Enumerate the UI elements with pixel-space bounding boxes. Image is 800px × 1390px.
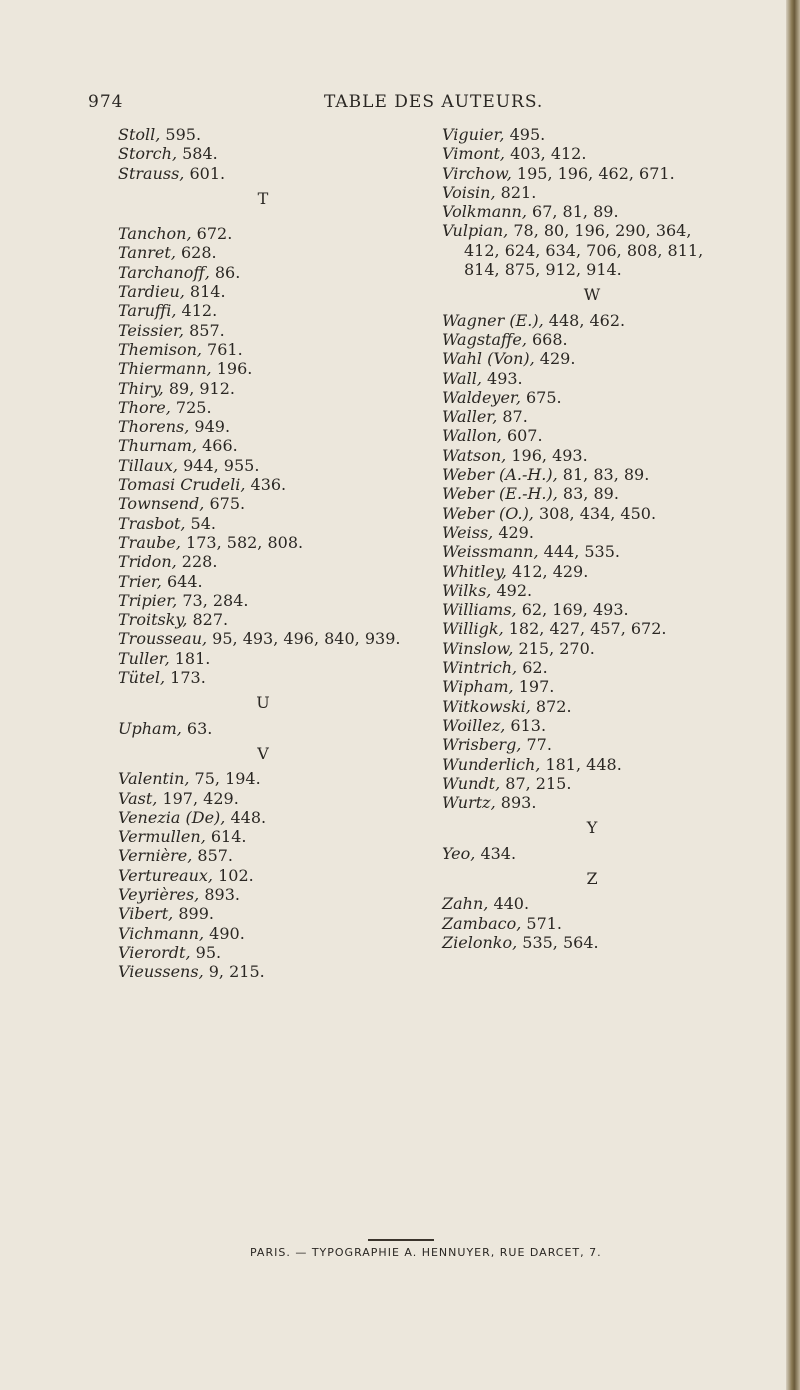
index-entry (442, 349, 782, 368)
author-name: Vernière, (118, 846, 193, 866)
author-name: Vichmann, (118, 923, 205, 943)
book-edge (786, 0, 800, 1390)
page-references: 492. (491, 580, 533, 600)
author-name: Townsend, (118, 494, 205, 514)
author-name: Zambaco, (442, 913, 522, 933)
page-references: 412, 429. (506, 561, 589, 581)
index-entry (118, 649, 408, 668)
author-name: Voisin, (442, 182, 496, 202)
index-entry (442, 914, 782, 933)
index-entry (442, 677, 782, 696)
author-name: Volkmann, (442, 202, 527, 222)
author-name: Vierordt, (118, 942, 191, 962)
author-name: Weber (O.), (442, 503, 534, 523)
author-name: Whitley, (442, 561, 507, 581)
page-references: 857. (184, 320, 225, 340)
page-references: 571. (521, 913, 563, 933)
page-references: 429. (493, 522, 534, 542)
section-letter: T (257, 188, 269, 208)
author-name: Upham, (118, 718, 182, 738)
page-references: 308, 434, 450. (533, 503, 657, 523)
index-entry (442, 600, 782, 619)
index-entry (442, 407, 782, 426)
page-references: 87, 215. (500, 773, 572, 793)
page-references: 95, 493, 496, 840, 939. (207, 629, 401, 649)
author-name: Strauss, (118, 163, 185, 183)
index-entry (442, 542, 782, 561)
page-references: 75, 194. (189, 769, 261, 789)
page-references: 899. (173, 904, 214, 924)
section-letter: Y (586, 818, 598, 838)
author-name: Vulpian, (442, 221, 509, 241)
index-entry (118, 533, 408, 552)
author-name: Weber (E.-H.), (442, 484, 558, 504)
index-entry (118, 494, 408, 513)
index-entry (442, 484, 782, 503)
author-name: Weissmann, (442, 542, 539, 562)
index-entry (442, 894, 782, 913)
page-references: 672. (191, 224, 233, 244)
index-entry (442, 844, 782, 863)
page-references: 595. (160, 125, 202, 144)
page-title: TABLE DES AUTEURS. (324, 92, 544, 112)
author-name: Waldeyer, (442, 387, 521, 407)
author-name: Weiss, (442, 522, 494, 542)
author-name: Wundt, (442, 773, 501, 793)
page-references: 668. (526, 329, 568, 349)
index-entry (118, 943, 408, 962)
author-name: Vieussens, (118, 962, 204, 982)
author-name: Willigk, (442, 619, 504, 639)
index-entry (118, 789, 408, 808)
page-references: 444, 535. (538, 542, 620, 562)
section-letter: V (257, 743, 269, 763)
index-entry (442, 523, 782, 542)
index-entry (118, 282, 408, 301)
page-references: 77. (521, 735, 552, 755)
page-references: 821. (495, 182, 537, 202)
author-name: Watson, (442, 445, 507, 465)
author-name: Vertureaux, (118, 865, 214, 885)
index-entry (118, 456, 408, 475)
index-entry (118, 904, 408, 923)
page-references: 440. (488, 894, 530, 914)
page-references: 429. (534, 349, 576, 369)
index-entry (118, 475, 408, 494)
page-references: 195, 196, 462, 671. (511, 163, 675, 183)
index-entry (118, 340, 408, 359)
page-references: 173. (165, 668, 206, 688)
author-name: Viguier, (442, 125, 505, 144)
author-name: Wagner (E.), (442, 310, 544, 330)
author-name: Troitsky, (118, 610, 188, 630)
page-references: 81, 83, 89. (557, 465, 650, 485)
author-name: Tardieu, (118, 282, 185, 302)
author-name: Wunderlich, (442, 754, 541, 774)
author-name: Zahn, (442, 894, 489, 914)
index-entry (442, 164, 782, 183)
author-name: Wahl (Von), (442, 349, 535, 369)
page-references: 949. (189, 417, 231, 437)
index-entry (118, 827, 408, 846)
index-entry (118, 379, 408, 398)
index-entry (442, 774, 782, 793)
index-entry (442, 716, 782, 735)
index-entry (442, 125, 782, 144)
author-name: Waller, (442, 407, 498, 427)
author-name: Thore, (118, 397, 171, 417)
index-entry (442, 735, 782, 754)
page-references: 403, 412. (505, 144, 587, 164)
author-name: Wrisberg, (442, 735, 522, 755)
author-name: Williams, (442, 600, 517, 620)
author-name: Thorens, (118, 417, 190, 437)
index-entry (118, 144, 408, 163)
page-references: 614. (205, 827, 247, 847)
author-name: Tomasi Crudeli, (118, 475, 246, 495)
page-references: 827. (187, 610, 229, 630)
index-entry (118, 846, 408, 865)
page-references: 466. (197, 436, 238, 456)
index-entry (442, 933, 782, 952)
page-references: 725. (170, 397, 212, 417)
index-entry (442, 697, 782, 716)
author-name: Vibert, (118, 904, 174, 924)
page-references: 181. (169, 648, 211, 668)
page-references: 181, 448. (540, 754, 622, 774)
page-number: 974 (88, 92, 124, 112)
index-entry (442, 465, 782, 484)
section-letter: U (256, 693, 270, 713)
spacer (118, 214, 408, 224)
index-entry (118, 769, 408, 788)
index-entry (118, 808, 408, 827)
page-references: 944, 955. (177, 455, 260, 475)
page-references: 173, 582, 808. (180, 532, 304, 552)
index-entry (118, 885, 408, 904)
page-references: 434. (475, 843, 517, 863)
page-references: 182, 427, 457, 672. (503, 619, 667, 639)
index-entry (442, 562, 782, 581)
page-references: 196. (211, 359, 253, 379)
index-entry (118, 164, 408, 183)
index-entry (118, 417, 408, 436)
index-entry (442, 388, 782, 407)
page-references: 197, 429. (157, 788, 239, 808)
index-entry (118, 719, 408, 738)
author-name: Tanret, (118, 243, 176, 263)
index-entry (118, 572, 408, 591)
author-name: Tanchon, (118, 224, 192, 244)
author-name: Yeo, (442, 843, 476, 863)
author-name: Storch, (118, 144, 178, 164)
index-entry (442, 221, 782, 240)
index-entry (442, 446, 782, 465)
page-references: 490. (204, 923, 245, 943)
author-name: Wall, (442, 368, 482, 388)
index-entry (442, 426, 782, 445)
index-entry (442, 658, 782, 677)
author-name: Tridon, (118, 552, 177, 572)
page-references: 436. (245, 475, 287, 495)
index-entry (118, 224, 408, 243)
page-references: 893. (199, 884, 240, 904)
page-references: 872. (530, 696, 572, 716)
index-entry (118, 610, 408, 629)
index-entry (118, 866, 408, 885)
page-references: 675. (204, 494, 246, 514)
author-name: Themison, (118, 339, 202, 359)
index-entry (442, 183, 782, 202)
printer-imprint: PARIS. — TYPOGRAPHIE A. HENNUYER, RUE DARCET, 7. (250, 1246, 602, 1259)
author-name: Vimont, (442, 144, 506, 164)
page-references: 628. (175, 243, 217, 263)
page-references: 86. (209, 262, 241, 282)
author-name: Tuller, (118, 648, 170, 668)
page-references: 613. (505, 715, 547, 735)
page-references: 102. (213, 865, 254, 885)
page-references: 197. (513, 677, 555, 697)
right-column (442, 125, 782, 952)
author-name: Wipham, (442, 677, 514, 697)
index-entry (118, 629, 408, 648)
page-references: 607. (501, 426, 543, 446)
author-name: Valentin, (118, 769, 190, 789)
index-entry (118, 668, 408, 687)
index-entry (118, 591, 408, 610)
page-references: 87. (497, 407, 528, 427)
author-name: Tarchanoff, (118, 262, 210, 282)
index-entry (118, 552, 408, 571)
page-references: 67, 81, 89. (526, 202, 619, 222)
author-name: Traube, (118, 532, 181, 552)
author-name: Vast, (118, 788, 158, 808)
index-entry (118, 436, 408, 455)
index-entry (442, 311, 782, 330)
author-name: Woillez, (442, 715, 506, 735)
index-entry (442, 202, 782, 221)
index-entry (442, 793, 782, 812)
author-name: Witkowski, (442, 696, 531, 716)
page-references: 601. (184, 163, 226, 183)
index-entry (118, 301, 408, 320)
page-references: 78, 80, 196, 290, 364, (508, 221, 692, 241)
page-references: 893. (495, 793, 537, 813)
author-name: Thurnam, (118, 436, 198, 456)
index-entry (442, 581, 782, 600)
author-name: Veyrières, (118, 884, 200, 904)
index-entry (442, 330, 782, 349)
page-references: 584. (177, 144, 218, 164)
page-references: 228. (176, 552, 218, 572)
index-entry (118, 398, 408, 417)
index-entry (442, 639, 782, 658)
index-entry (442, 144, 782, 163)
section-letter: W (583, 285, 601, 305)
index-entry (442, 755, 782, 774)
page-references: 495. (504, 125, 546, 144)
author-name: Trousseau, (118, 629, 208, 649)
page-references: 412. (176, 301, 218, 321)
author-name: Thiermann, (118, 359, 212, 379)
author-name: Wilks, (442, 580, 492, 600)
author-name: Weber (A.-H.), (442, 465, 558, 485)
page-references: 215, 270. (513, 638, 595, 658)
author-name: Zielonko, (442, 932, 518, 952)
page-references: 83, 89. (557, 484, 619, 504)
page-references: 63. (181, 718, 213, 738)
page-references: 675. (520, 387, 562, 407)
index-entry (118, 514, 408, 533)
author-name: Taruffi, (118, 301, 177, 321)
page-references: 9, 215. (203, 962, 265, 982)
author-name: Trasbot, (118, 513, 186, 533)
author-name: Wagstaffe, (442, 329, 527, 349)
entry-continuation: 412, 624, 634, 706, 808, 811, (464, 240, 704, 260)
author-name: Tütel, (118, 668, 166, 688)
page-references: 448, 462. (543, 310, 626, 330)
index-entry (118, 125, 408, 144)
author-name: Tripier, (118, 590, 178, 610)
author-name: Venezia (De), (118, 807, 226, 827)
page-references: 761. (201, 339, 243, 359)
page-header (88, 92, 688, 116)
author-name: Wallon, (442, 426, 502, 446)
page-references: 535, 564. (517, 932, 599, 952)
page-references: 73, 284. (177, 590, 249, 610)
author-name: Stoll, (118, 125, 161, 144)
author-name: Wintrich, (442, 658, 518, 678)
index-entry (118, 359, 408, 378)
entry-continuation: 814, 875, 912, 914. (464, 260, 622, 280)
author-name: Thiry, (118, 378, 164, 398)
page-references: 89, 912. (163, 378, 235, 398)
page-references: 448. (225, 807, 267, 827)
author-name: Virchow, (442, 163, 512, 183)
left-column (118, 125, 408, 981)
page-references: 196, 493. (506, 445, 588, 465)
page-references: 493. (481, 368, 523, 388)
index-entry (442, 504, 782, 523)
page-references: 54. (185, 513, 216, 533)
author-name: Vermullen, (118, 827, 206, 847)
footer-rule (368, 1239, 434, 1241)
index-entry (118, 321, 408, 340)
index-entry (442, 369, 782, 388)
author-name: Trier, (118, 571, 162, 591)
page-references: 814. (184, 282, 226, 302)
index-entry (118, 924, 408, 943)
index-entry (118, 962, 408, 981)
page-references: 95. (190, 942, 222, 962)
page-references: 62. (517, 658, 548, 678)
index-entry (118, 263, 408, 282)
index-entry (118, 243, 408, 262)
index-entry (442, 619, 782, 638)
author-name: Tillaux, (118, 455, 178, 475)
page-references: 62, 169, 493. (516, 600, 629, 620)
author-name: Wurtz, (442, 793, 496, 813)
page-references: 644. (161, 571, 203, 591)
page-references: 857. (192, 846, 234, 866)
section-letter: Z (586, 868, 598, 888)
author-name: Teissier, (118, 320, 184, 340)
author-name: Winslow, (442, 638, 514, 658)
